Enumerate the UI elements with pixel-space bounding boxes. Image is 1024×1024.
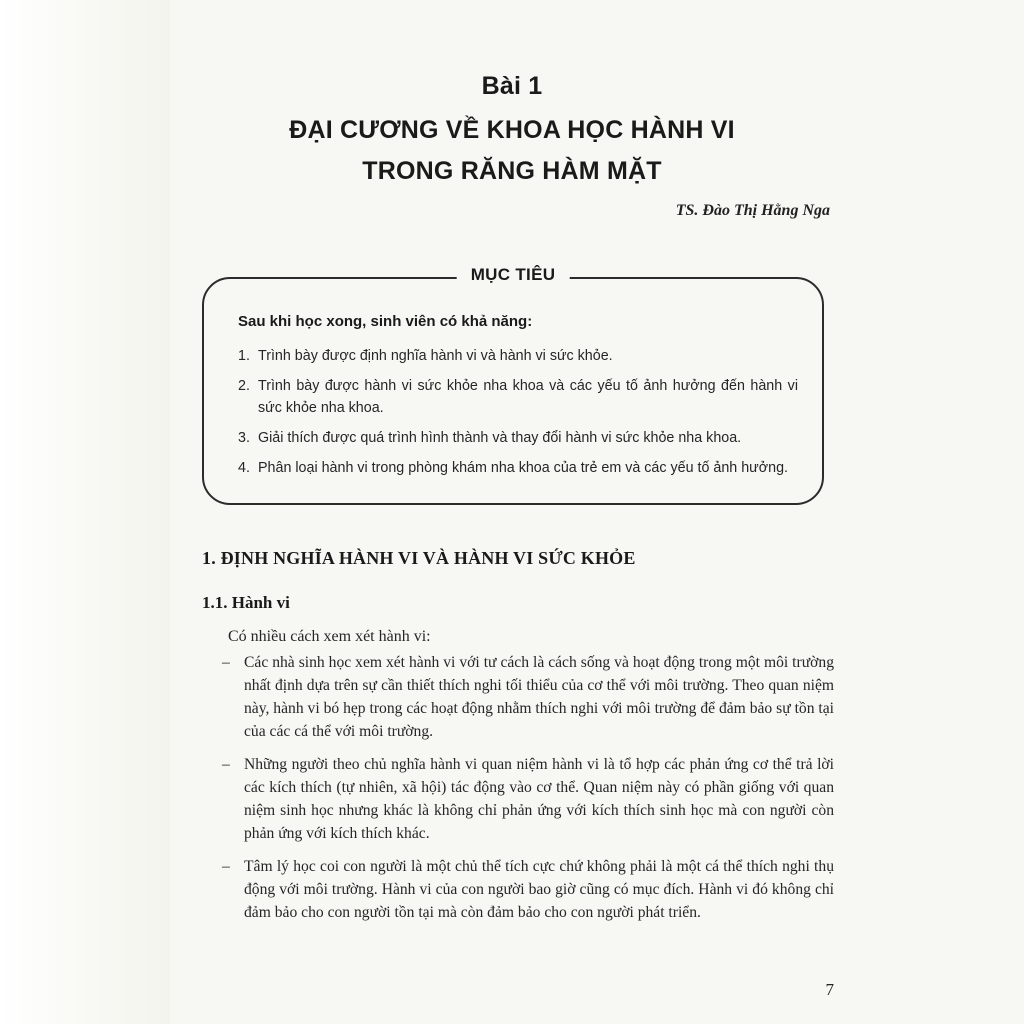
objective-item xyxy=(238,375,798,419)
lesson-title-line-2: TRONG RĂNG HÀM MẶT xyxy=(362,157,662,185)
lesson-title-line-1: ĐẠI CƯƠNG VỀ KHOA HỌC HÀNH VI xyxy=(289,116,735,144)
objectives-box xyxy=(202,265,824,505)
objective-number: 2. xyxy=(238,378,250,394)
objective-number: 1. xyxy=(238,348,250,364)
page-number: 7 xyxy=(825,980,834,999)
body-bullet-item xyxy=(222,753,834,845)
objectives-list xyxy=(238,345,798,487)
body-intro: Có nhiều cách xem xét hành vi: xyxy=(228,628,431,645)
objective-text: Giải thích được quá trình hình thành và thay đổi hành vi sức khỏe nha khoa. xyxy=(258,430,742,446)
objective-text: Trình bày được định nghĩa hành vi và hành vi sức khỏe. xyxy=(258,348,613,364)
body-bullet-list xyxy=(222,651,834,934)
objective-text: Trình bày được hành vi sức khỏe nha khoa và các yếu tố ảnh hưởng đến hành vi sức khỏe nha khoa. xyxy=(258,378,798,416)
lesson-number: Bài 1 xyxy=(481,72,543,100)
author-name: TS. Đào Thị Hằng Nga xyxy=(675,202,830,219)
bullet-text: Tâm lý học coi con người là một chủ thể tích cực chứ không phải là một cá thể thích nghi thụ động với môi trường. Hành vi của con người bao giờ cũng có mục đích. Hành vi đó không chỉ đảm bảo cho con người tồn tại mà còn đảm bảo cho con người phát triển. xyxy=(244,858,834,921)
objective-number: 3. xyxy=(238,430,250,446)
objective-item xyxy=(238,427,798,449)
bullet-text: Những người theo chủ nghĩa hành vi quan niệm hành vi là tổ hợp các phản ứng cơ thể trả lời các kích thích (tự nhiên, xã hội) tác động vào cơ thể. Quan niệm này có phần giống với quan niệm sinh học nhưng khác là không chỉ phản ứng với kích thích sinh học mà con người còn phản ứng với kích thích khác. xyxy=(244,756,834,842)
objective-number: 4. xyxy=(238,460,250,476)
subsection-heading: 1.1. Hành vi xyxy=(202,593,290,612)
objective-item xyxy=(238,345,798,367)
objectives-heading: MỤC TIÊU xyxy=(457,265,570,285)
body-bullet-item xyxy=(222,651,834,743)
objectives-intro: Sau khi học xong, sinh viên có khả năng: xyxy=(238,313,533,330)
dash-marker: – xyxy=(222,654,230,671)
objective-item xyxy=(238,457,798,479)
page-gutter xyxy=(0,0,170,1024)
bullet-text: Các nhà sinh học xem xét hành vi với tư cách là cách sống và hoạt động trong một môi trường nhất định dựa trên sự cần thiết thích nghi tối thiểu của cơ thể với môi trường. Theo quan niệm này, hành vi bó hẹp trong các hoạt động nhằm thích nghi với môi trường để đảm bảo sự tồn tại của các cá thể với môi trường. xyxy=(244,654,834,740)
body-bullet-item xyxy=(222,855,834,924)
dash-marker: – xyxy=(222,858,230,875)
dash-marker: – xyxy=(222,756,230,773)
section-heading: 1. ĐỊNH NGHĨA HÀNH VI VÀ HÀNH VI SỨC KHỎE xyxy=(202,548,636,568)
objective-text: Phân loại hành vi trong phòng khám nha khoa của trẻ em và các yếu tố ảnh hưởng. xyxy=(258,460,789,476)
